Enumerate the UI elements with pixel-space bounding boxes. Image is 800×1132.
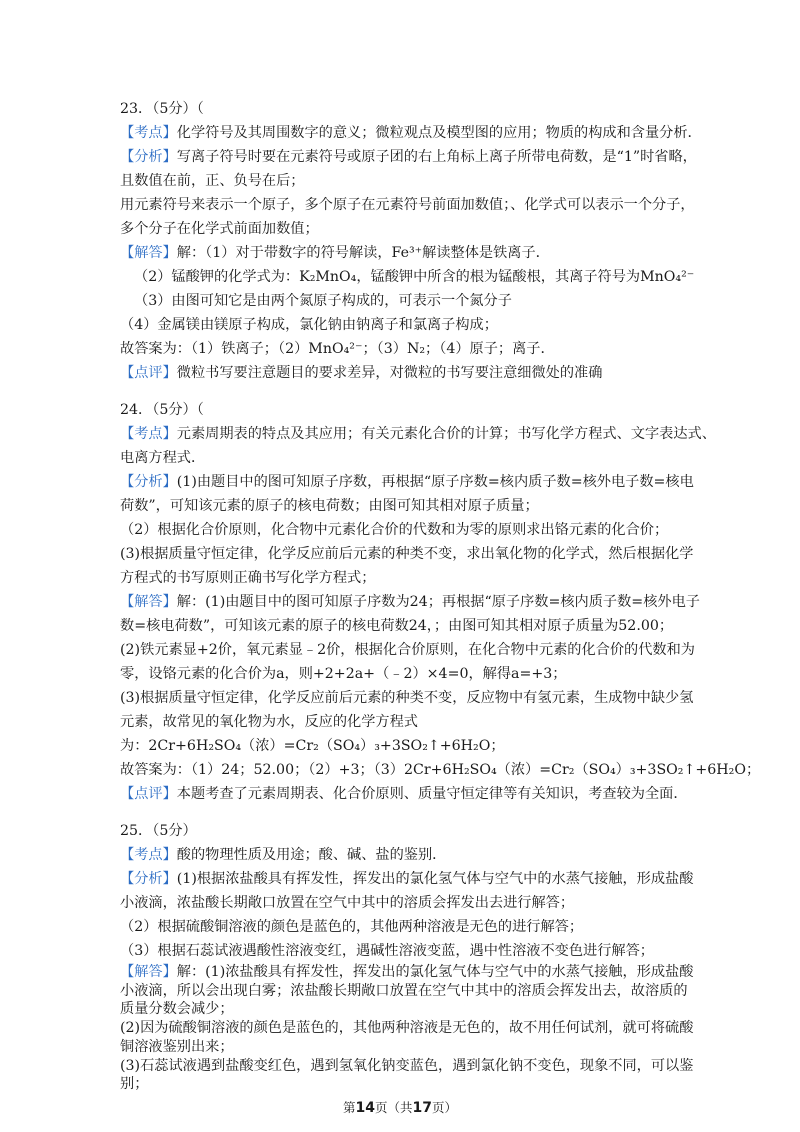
q25-jieda-line2: 小液滴，所以会出现白雾；浓盐酸长期敞口放置在空气中其中的溶质会挥发出去，故溶质的 bbox=[120, 982, 688, 999]
q24-jieda-line3: (2)铁元素显+2价，氧元素显﹣2价，根据化合价原则，在化合物中元素的化合价的代数和为 bbox=[120, 642, 695, 658]
page-footer: 第14页（共17页） bbox=[342, 1100, 457, 1116]
q24-jieda-line7: 为：2Cr+6H₂SO₄（浓）=Cr₂（SO₄）₃+3SO₂↑+6H₂O； bbox=[120, 738, 505, 754]
q24-fenxi-line4: (3)根据质量守恒定律，化学反应前后元素的种类不变，求出氧化物的化学式，然后根据化学 bbox=[120, 546, 694, 562]
q25-jieda-line7: 别； bbox=[120, 1076, 149, 1093]
page-number: 14 bbox=[355, 1100, 375, 1116]
q25-fenxi: 【分析】(1)根据浓盐酸具有挥发性，挥发出的氯化氢气体与空气中的水蒸气接触，形成盐酸 bbox=[120, 871, 694, 887]
q24-jieda-line6: 元素，故常见的氧化物为水，反应的化学方程式 bbox=[120, 714, 418, 730]
q24-fenxi-line2: 荷数”，可知该元素的原子的核电荷数；由图可知其相对原子质量； bbox=[120, 498, 539, 514]
q24-header: 24．（5分）（ bbox=[120, 402, 204, 418]
q23-fenxi: 【分析】写离子符号时要在元素符号或原子团的右上角标上离子所带电荷数，是“1”时省略， bbox=[120, 149, 697, 165]
q23-jieda-line2: （2）锰酸钾的化学式为：K₂MnO₄，锰酸钾中所含的根为锰酸根，其离子符号为MnO₄²⁻ bbox=[134, 269, 695, 285]
q23-answer: 故答案为：（1）铁离子；（2）MnO₄²⁻；（3）N₂；（4）原子；离子． bbox=[120, 341, 555, 357]
q24-jieda-line5: (3)根据质量守恒定律，化学反应前后元素的种类不变，反应物中有氢元素，生成物中缺少氢 bbox=[120, 690, 694, 706]
q25-jieda-line5: 铜溶液鉴别出来； bbox=[120, 1038, 234, 1055]
q24-dianping: 【点评】本题考查了元素周期表、化合价原则、质量守恒定律等有关知识，考查较为全面． bbox=[120, 786, 688, 802]
jieda-tag: 【解答】 bbox=[120, 245, 177, 261]
fenxi-tag: 【分析】 bbox=[120, 149, 177, 165]
dianping-tag: 【点评】 bbox=[120, 786, 177, 802]
fenxi-tag: 【分析】 bbox=[120, 871, 177, 887]
q24-answer: 故答案为：（1）24；52.00；（2）+3；（3）2Cr+6H₂SO₄（浓）=Cr₂（SO₄）₃+3SO₂↑+6H₂O； bbox=[120, 762, 761, 778]
q23-dianping: 【点评】微粒书写要注意题目的要求差异，对微粒的书写要注意细微处的准确 bbox=[120, 365, 603, 381]
q25-header: 25．（5分） bbox=[120, 823, 197, 839]
q24-jieda-line4: 零，设铬元素的化合价为a，则+2+2a+（﹣2）×4=0，解得a=+3； bbox=[120, 666, 567, 682]
q23-jieda-line3: （3）由图可知它是由两个氮原子构成的，可表示一个氮分子 bbox=[134, 293, 512, 309]
q23-fenxi-line4: 多个分子在化学式前面加数值； bbox=[120, 221, 319, 237]
q25-fenxi-line3: （2）根据硫酸铜溶液的颜色是蓝色的，其他两种溶液是无色的进行解答； bbox=[120, 919, 584, 935]
q23-fenxi-line3: 用元素符号来表示一个原子，多个原子在元素符号前面加数值；、化学式可以表示一个分子， bbox=[120, 197, 695, 213]
q23-header: 23．（5分）（ bbox=[120, 101, 204, 117]
q25-fenxi-line4: （3）根据石蕊试液遇酸性溶液变红，遇碱性溶液变蓝，遇中性溶液不变色进行解答； bbox=[120, 943, 654, 959]
q23-jieda: 【解答】解：（1）对于带数字的符号解读，Fe³⁺解读整体是铁离子． bbox=[120, 245, 550, 261]
q24-jieda-line2: 数=核电荷数”，可知该元素的原子的核电荷数24，；由图可知其相对原子质量为52.00； bbox=[120, 618, 674, 634]
q25-jieda-line4: (2)因为硫酸铜溶液的颜色是蓝色的，其他两种溶液是无色的，故不用任何试剂，就可将硫酸 bbox=[120, 1020, 694, 1037]
q25-kaodian: 【考点】酸的物理性质及用途；酸、碱、盐的鉴别． bbox=[120, 847, 447, 863]
q23-kaodian: 【考点】化学符号及其周围数字的意义；微粒观点及模型图的应用；物质的构成和含量分析． bbox=[120, 125, 702, 141]
q25-jieda-line3: 质量分数会减少； bbox=[120, 1001, 234, 1018]
q23-fenxi-line2: 且数值在前，正、负号在后； bbox=[120, 173, 305, 189]
q24-kaodian-line2: 电离方程式． bbox=[120, 450, 206, 466]
q25-jieda: 【解答】解：(1)浓盐酸具有挥发性，挥发出的氯化氢气体与空气中的水蒸气接触，形成盐酸 bbox=[120, 964, 694, 980]
kaodian-tag: 【考点】 bbox=[120, 125, 177, 141]
q24-jieda: 【解答】解：(1)由题目中的图可知原子序数为24；再根据“原子序数=核内质子数=核外电子 bbox=[120, 594, 700, 610]
kaodian-tag: 【考点】 bbox=[120, 847, 177, 863]
q23-jieda-line4: （4）金属镁由镁原子构成，氯化钠由钠离子和氯离子构成； bbox=[120, 317, 498, 333]
jieda-tag: 【解答】 bbox=[120, 594, 177, 610]
kaodian-tag: 【考点】 bbox=[120, 426, 177, 442]
q24-fenxi-line5: 方程式的书写原则正确书写化学方程式； bbox=[120, 570, 376, 586]
q24-kaodian: 【考点】元素周期表的特点及其应用；有关元素化合价的计算；书写化学方程式、文字表达式、 bbox=[120, 426, 716, 442]
fenxi-tag: 【分析】 bbox=[120, 474, 177, 490]
q25-fenxi-line2: 小液滴，浓盐酸长期敞口放置在空气中其中的溶质会挥发出去进行解答； bbox=[120, 895, 575, 911]
q25-jieda-line6: (3)石蕊试液遇到盐酸变红色，遇到氢氧化钠变蓝色，遇到氯化钠不变色，现象不同，可以鉴 bbox=[120, 1057, 694, 1074]
page-total: 17 bbox=[412, 1100, 432, 1116]
q24-fenxi-line3: （2）根据化合价原则，化合物中元素化合价的代数和为零的原则求出铬元素的化合价； bbox=[120, 522, 669, 538]
dianping-tag: 【点评】 bbox=[120, 365, 177, 381]
q24-fenxi: 【分析】(1)由题目中的图可知原子序数，再根据“原子序数=核内质子数=核外电子数=核电 bbox=[120, 474, 694, 490]
jieda-tag: 【解答】 bbox=[120, 964, 177, 980]
